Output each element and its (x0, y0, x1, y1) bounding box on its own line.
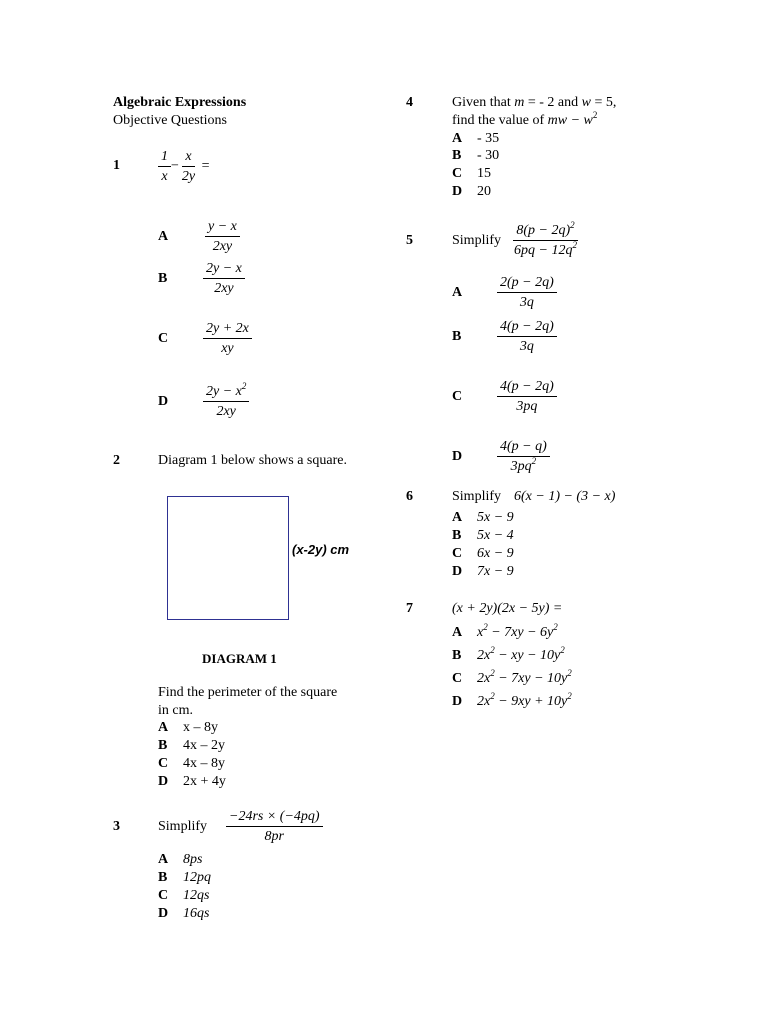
question-3-number: 3 (113, 819, 120, 834)
question-1-number: 1 (113, 158, 120, 173)
question-2-option-c[interactable]: C 4x – 8y (158, 756, 225, 771)
square-side-label: (x-2y) cm (292, 542, 350, 557)
question-1-option-a[interactable]: A $\frac{y - x}{2xy}$ (158, 218, 240, 255)
question-6-expression: 6(x − 1) − (3 − x) (514, 489, 616, 504)
question-3-option-c[interactable]: C 12qs (158, 888, 210, 903)
question-4-number: 4 (406, 95, 413, 110)
question-6-option-a[interactable]: A 5x − 9 (452, 510, 514, 525)
question-3-option-b[interactable]: B 12pq (158, 870, 211, 885)
question-7-option-c[interactable]: C $2x^2 - 7xy - 10y^2$ (452, 668, 572, 686)
question-4-line1: Given that m = - 2 and w = 5, (452, 95, 617, 110)
question-1-option-d[interactable]: D $\frac{2y - x^2}{2xy}$ (158, 383, 249, 420)
question-3-word: Simplify (158, 819, 208, 834)
question-2-prompt-line2: in cm. (158, 703, 193, 718)
question-2-option-b[interactable]: B 4x – 2y (158, 738, 225, 753)
square-diagram (167, 496, 289, 620)
worksheet-title: Algebraic Expressions (113, 95, 247, 110)
question-7-number: 7 (406, 601, 413, 616)
question-4-option-d[interactable]: D 20 (452, 184, 491, 199)
question-7-option-b[interactable]: B $2x^2$ − xy − $10y^2$ (452, 645, 565, 663)
question-5-option-a[interactable]: A $\frac{2(p - 2q)}{3q}$ (452, 274, 557, 311)
diagram-caption: DIAGRAM 1 (202, 651, 277, 666)
question-5-number: 5 (406, 233, 413, 248)
worksheet-subtitle: Objective Questions (113, 113, 227, 128)
question-6-option-d[interactable]: D 7x − 9 (452, 564, 514, 579)
question-7-expression: (x + 2y)(2x − 5y) = (452, 601, 563, 616)
question-2-text: Diagram 1 below shows a square. (158, 453, 347, 468)
question-7-option-d[interactable]: D $2x^2 - 9xy + 10y^2$ (452, 691, 572, 709)
question-6-option-c[interactable]: C 6x − 9 (452, 546, 514, 561)
question-2-prompt-line1: Find the perimeter of the square (158, 685, 338, 700)
question-2-number: 2 (113, 453, 120, 468)
question-6-word: Simplify (452, 489, 502, 504)
question-6-number: 6 (406, 489, 413, 504)
question-7-option-a[interactable]: A $x^2 - 7xy - 6y^2$ (452, 622, 558, 640)
question-5-option-c[interactable]: C $\frac{4(p - 2q)}{3pq}$ (452, 378, 557, 415)
question-5-option-d[interactable]: D $\frac{4(p - q)}{3pq^2}$ (452, 438, 550, 475)
question-3-option-d[interactable]: D 16qs (158, 906, 210, 921)
question-1-option-b[interactable]: B $\frac{2y - x}{2xy}$ (158, 260, 245, 297)
question-4-line2: find the value of mw − $w^2$ (452, 110, 598, 128)
question-3-option-a[interactable]: A 8ps (158, 852, 203, 867)
question-4-option-c[interactable]: C 15 (452, 166, 491, 181)
question-4-option-b[interactable]: B - 30 (452, 148, 500, 163)
question-5-expression: $\frac{8(p - 2q)^2}{6pq - 12q^2}$ (514, 220, 577, 258)
question-5-option-b[interactable]: B $\frac{4(p - 2q)}{3q}$ (452, 318, 557, 355)
question-5-word: Simplify (452, 233, 502, 248)
question-2-option-d[interactable]: D 2x + 4y (158, 774, 226, 789)
question-3-expression: $\frac{-24rs \times (-4pq)}{8pr}$ (226, 808, 323, 845)
question-1-option-c[interactable]: C $\frac{2y + 2x}{xy}$ (158, 320, 252, 357)
question-4-option-a[interactable]: A - 35 (452, 131, 500, 146)
question-6-option-b[interactable]: B 5x − 4 (452, 528, 514, 543)
question-1-expression: $\frac{1}{x}$ − $\frac{x}{2y}$ = (158, 148, 210, 185)
question-2-option-a[interactable]: A x – 8y (158, 720, 218, 735)
